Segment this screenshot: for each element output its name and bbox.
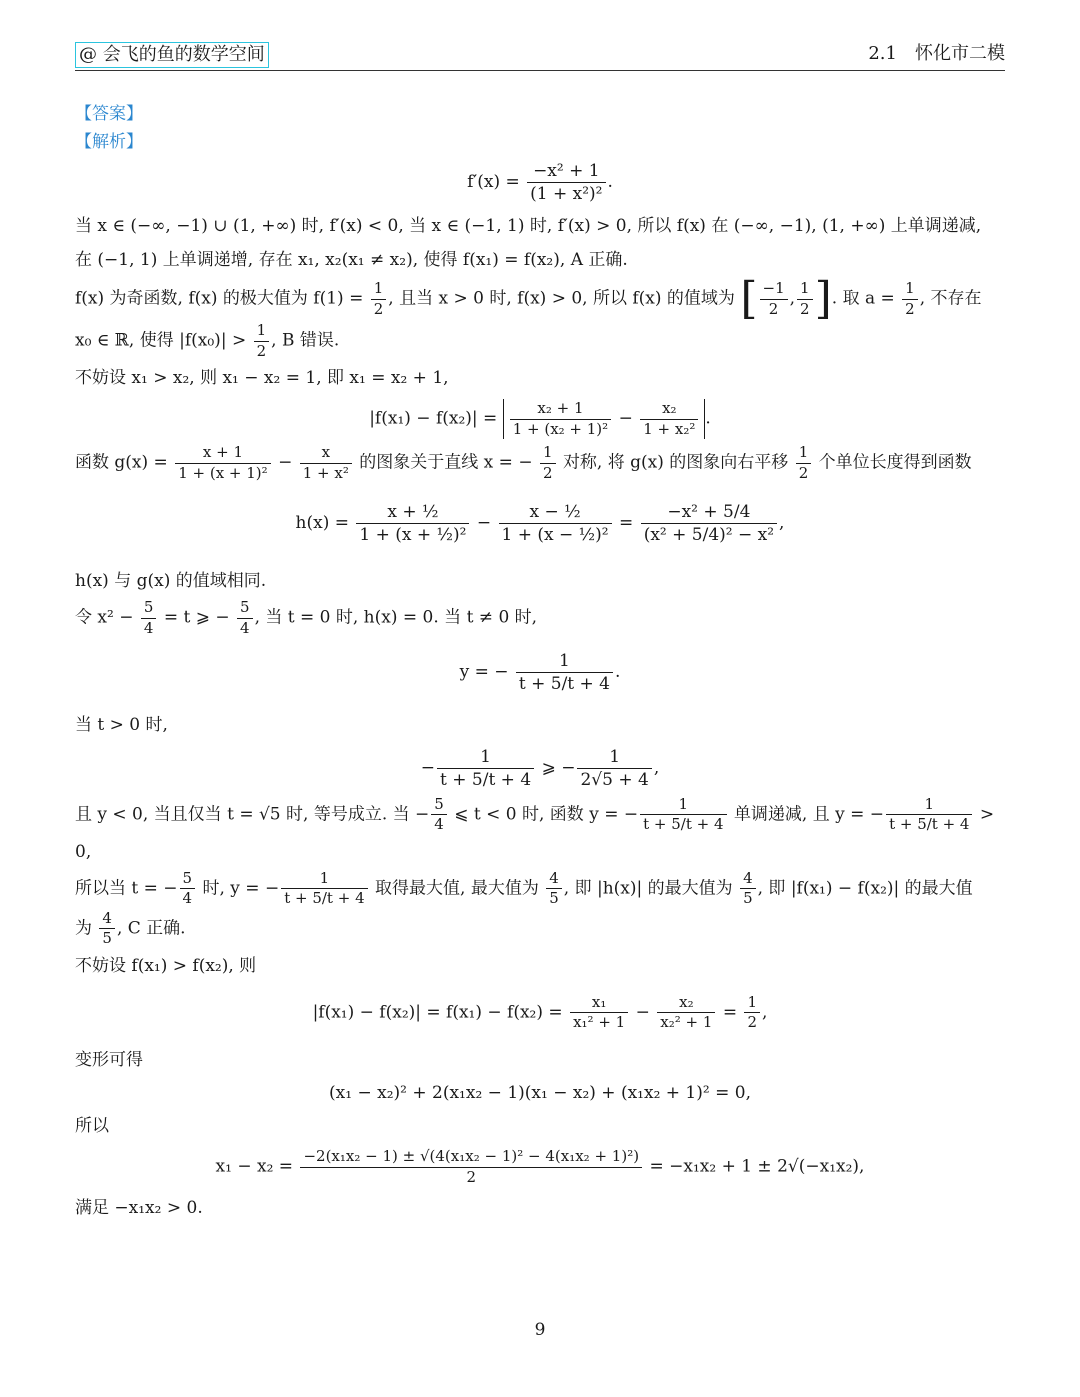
numerator: 1 — [480, 746, 491, 767]
denominator: 2√5 + 4 — [577, 768, 651, 791]
text-line — [75, 598, 1005, 638]
fraction — [510, 399, 612, 439]
text-line — [75, 869, 1005, 909]
fraction — [281, 869, 367, 909]
text-span: 时, y = − — [202, 878, 280, 899]
text-line: 变形可得 — [75, 1049, 143, 1070]
text-span: 对称, 将 g(x) 的图象向右平移 — [562, 452, 789, 473]
difference-equation — [75, 993, 1005, 1033]
bracket: ] — [814, 273, 832, 325]
numerator: 1 — [609, 746, 621, 767]
denominator: 1 + x₂² — [640, 419, 698, 440]
numerator: −x² + 5/4 — [667, 502, 751, 523]
solution-equation — [75, 1147, 1005, 1187]
answer-label: 【答案】 — [75, 104, 143, 124]
eq-lhs: |f(x₁) − f(x₂)| = — [369, 408, 498, 429]
text-span: 令 x² − — [75, 607, 134, 628]
denominator: x₁² + 1 — [570, 1012, 628, 1033]
text-line — [75, 321, 1005, 361]
denominator: 2 — [371, 299, 387, 320]
denominator: t + 5/t + 4 — [516, 672, 613, 695]
h-function-equation — [75, 501, 1005, 546]
fraction — [640, 795, 726, 835]
page-number: 9 — [534, 1320, 546, 1340]
fraction — [141, 598, 157, 638]
numerator: x — [321, 443, 331, 462]
fraction — [902, 279, 918, 319]
operator: − — [618, 408, 633, 429]
denominator: 1 + (x₂ + 1)² — [510, 419, 612, 440]
operator: − — [635, 1002, 650, 1023]
fraction — [797, 279, 813, 319]
fraction — [437, 746, 534, 791]
fraction — [300, 1147, 642, 1187]
operator: ⩾ − — [541, 757, 576, 778]
eq-lhs: x₁ − x₂ = — [215, 1156, 294, 1177]
denominator: 2 — [540, 463, 556, 484]
text-span: 单调递减, 且 y = − — [733, 804, 885, 825]
denominator: 5 — [99, 928, 115, 949]
eq-lhs: h(x) = — [295, 513, 349, 534]
fraction — [760, 279, 788, 319]
punct: . — [615, 662, 621, 683]
punct: , — [653, 757, 660, 778]
numerator: 1 — [373, 279, 384, 298]
punct: . — [607, 172, 613, 193]
absolute-value — [503, 399, 706, 439]
numerator: 1 — [319, 868, 330, 887]
fraction — [740, 869, 756, 909]
numerator: 5 — [240, 598, 250, 617]
section-title: 2.1 怀化市二模 — [868, 43, 1005, 64]
denominator: t + 5/t + 4 — [437, 768, 534, 791]
analysis-label: 【解析】 — [75, 132, 143, 152]
fraction — [180, 869, 196, 909]
text-line: 所以 — [75, 1116, 109, 1137]
fraction — [657, 993, 715, 1033]
text-span: > 0, — [75, 804, 995, 862]
text-span: , B 错误. — [271, 330, 340, 351]
denominator: 4 — [141, 618, 157, 639]
fraction — [516, 650, 613, 695]
numerator: 5 — [434, 794, 444, 813]
denominator: 4 — [180, 888, 196, 909]
text-line: h(x) 与 g(x) 的值域相同. — [75, 571, 267, 592]
text-line: 当 t > 0 时, — [75, 714, 168, 735]
denominator: 2 — [744, 1012, 760, 1033]
numerator: x₂ — [679, 992, 694, 1011]
operator: = — [619, 513, 634, 534]
numerator: −2(x₁x₂ − 1) ± √(4(x₁x₂ − 1)² − 4(x₁x₂ + 1)²) — [303, 1147, 640, 1166]
numerator: 4 — [743, 868, 753, 887]
punct: , — [779, 513, 785, 534]
fraction — [570, 993, 628, 1033]
text-line — [75, 795, 1005, 869]
numerator: 1 — [800, 279, 810, 298]
denominator: t + 5/t + 4 — [640, 814, 726, 835]
text-line: 当 x ∈ (−∞, −1) ∪ (1, +∞) 时, f′(x) < 0, 当 x ∈ (−1, 1) 时, f′(x) > 0, 所以 f(x) 在 (−∞, −1), (1, +∞) 上单调递减, — [75, 216, 982, 237]
fraction — [371, 279, 387, 319]
denominator: 2 — [760, 299, 788, 320]
fraction — [546, 869, 562, 909]
numerator: 1 — [542, 443, 553, 462]
text-span: 且 y < 0, 当且仅当 t = √5 时, 等号成立. 当 − — [75, 804, 430, 825]
denominator: 5 — [740, 888, 756, 909]
derivative-equation — [75, 160, 1005, 205]
operator: − — [278, 452, 293, 473]
fraction — [640, 399, 698, 439]
text-span: , 当 t = 0 时, h(x) = 0. 当 t ≠ 0 时, — [254, 607, 538, 628]
punct: , — [762, 1002, 768, 1023]
denominator: 4 — [237, 618, 253, 639]
text-span: , C 正确. — [116, 918, 186, 939]
numerator: x₁ — [591, 992, 607, 1011]
text-span: , 不存在 — [919, 288, 982, 309]
fraction — [540, 443, 556, 483]
abs-difference-equation — [75, 399, 1005, 439]
numerator: x + ½ — [387, 502, 439, 523]
denominator: t + 5/t + 4 — [886, 814, 972, 835]
text-span: . 取 a = — [831, 288, 895, 309]
text-line: 满足 −x₁x₂ > 0. — [75, 1198, 203, 1219]
page-header — [75, 42, 1005, 71]
denominator: t + 5/t + 4 — [281, 888, 367, 909]
text-span: 函数 g(x) = — [75, 452, 168, 473]
numerator: x + 1 — [202, 443, 243, 462]
fraction — [356, 501, 469, 546]
denominator: (x² + 5/4)² − x² — [641, 523, 777, 546]
fraction — [744, 993, 760, 1033]
fraction — [175, 443, 270, 483]
eq-lhs: f′(x) = — [467, 172, 520, 193]
denominator: 2 — [796, 463, 812, 484]
fraction — [300, 443, 352, 483]
denominator: 2 — [797, 299, 813, 320]
text-line — [75, 443, 1005, 483]
y-equation — [75, 650, 1005, 695]
numerator: 1 — [798, 443, 809, 462]
text-span: x₀ ∈ ℝ, 使得 |f(x₀)| > — [75, 330, 247, 351]
text-span: = t ⩾ − — [163, 607, 230, 628]
fraction — [431, 795, 447, 835]
text-line: 不妨设 x₁ > x₂, 则 x₁ − x₂ = 1, 即 x₁ = x₂ + 1, — [75, 368, 449, 389]
text-span: , 即 |f(x₁) − f(x₂)| 的最大值 — [757, 878, 973, 899]
punct: , — [789, 288, 796, 309]
numerator: 4 — [102, 908, 112, 927]
inequality-equation — [75, 746, 1005, 791]
numerator: −1 — [762, 279, 785, 298]
eq-lhs: y = − — [459, 662, 509, 683]
denominator: 1 + (x − ½)² — [499, 523, 612, 546]
text-span: 为 — [75, 918, 92, 939]
text-line — [75, 273, 1005, 325]
denominator: x₂² + 1 — [657, 1012, 715, 1033]
numerator: 1 — [924, 794, 935, 813]
numerator: x − ½ — [529, 502, 581, 523]
text-span: 个单位长度得到函数 — [818, 452, 972, 473]
fraction — [641, 501, 777, 546]
denominator: 1 + x² — [300, 463, 352, 484]
text-span: 取得最大值, 最大值为 — [375, 878, 539, 899]
operator: = — [722, 1002, 738, 1023]
fraction — [237, 598, 253, 638]
text-span: f(x) 为奇函数, f(x) 的极大值为 f(1) = — [75, 288, 364, 309]
eq-lhs: − — [420, 757, 436, 778]
fraction — [886, 795, 972, 835]
denominator: 5 — [546, 888, 562, 909]
text-span: , 且当 x > 0 时, f(x) > 0, 所以 f(x) 的值域为 — [388, 288, 735, 309]
numerator: 1 — [905, 279, 915, 298]
denominator: 1 + (x + 1)² — [175, 463, 270, 484]
numerator: x₂ — [662, 399, 677, 418]
numerator: −x² + 1 — [533, 161, 600, 181]
numerator: 1 — [678, 794, 689, 813]
solution-body — [75, 100, 1005, 1225]
text-line: 不妨设 f(x₁) > f(x₂), 则 — [75, 955, 257, 976]
denominator: 1 + (x + ½)² — [356, 523, 469, 546]
denominator: 2 — [300, 1167, 642, 1188]
numerator: 5 — [182, 868, 193, 887]
numerator: 5 — [143, 598, 154, 617]
fraction — [527, 160, 605, 205]
text-span: , 即 |h(x)| 的最大值为 — [563, 878, 733, 899]
eq-lhs: |f(x₁) − f(x₂)| = f(x₁) − f(x₂) = — [312, 1002, 563, 1023]
numerator: 4 — [549, 868, 559, 887]
brand-link[interactable]: @ 会飞的鱼的数学空间 — [75, 42, 269, 68]
text-span: 所以当 t = − — [75, 878, 178, 899]
numerator: x₂ + 1 — [537, 399, 584, 418]
operator: − — [476, 513, 492, 534]
numerator: 1 — [747, 992, 758, 1011]
bracket: [ — [740, 273, 758, 325]
text-line: 在 (−1, 1) 上单调递增, 存在 x₁, x₂(x₁ ≠ x₂), 使得 f(x₁) = f(x₂), A 正确. — [75, 250, 628, 271]
text-span: ⩽ t < 0 时, 函数 y = − — [454, 804, 639, 825]
numerator: 1 — [559, 651, 570, 672]
fraction — [577, 746, 651, 791]
quadratic-equation: (x₁ − x₂)² + 2(x₁x₂ − 1)(x₁ − x₂) + (x₁x₂ + 1)² = 0, — [329, 1082, 751, 1103]
denominator: 2 — [254, 341, 270, 362]
denominator: 4 — [431, 814, 447, 835]
fraction — [796, 443, 812, 483]
text-line — [75, 909, 1005, 949]
denominator: 2 — [902, 299, 918, 320]
numerator: 1 — [256, 321, 267, 340]
fraction — [99, 909, 115, 949]
punct: . — [705, 408, 711, 429]
eq-rhs: = −x₁x₂ + 1 ± 2√(−x₁x₂), — [649, 1156, 865, 1177]
text-span: 的图象关于直线 x = − — [359, 452, 533, 473]
denominator: (1 + x²)² — [527, 182, 605, 205]
fraction — [499, 501, 612, 546]
fraction — [254, 321, 270, 361]
